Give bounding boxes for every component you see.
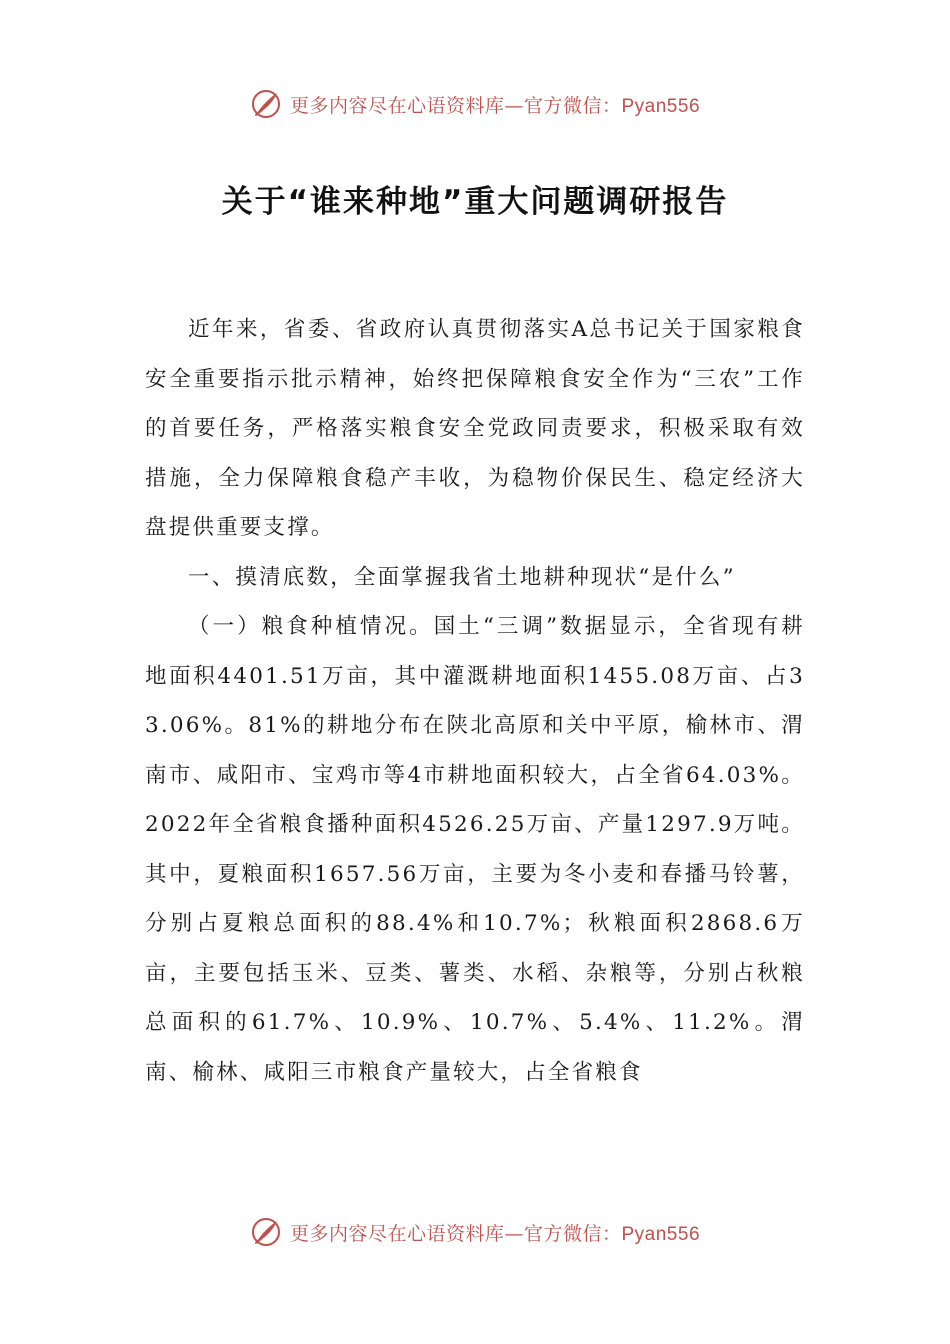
quill-pen-logo-icon xyxy=(250,88,282,120)
footer-watermark xyxy=(0,1212,950,1252)
watermark-wechat-id: Pyan556 xyxy=(621,1223,701,1245)
quill-pen-logo-icon xyxy=(250,1216,282,1248)
watermark-wechat-id: Pyan556 xyxy=(621,95,701,117)
watermark-text: 更多内容尽在心语资料库—官方微信： xyxy=(289,94,622,117)
watermark-text: 更多内容尽在心语资料库—官方微信： xyxy=(289,1222,622,1245)
paragraph-intro: 近年来，省委、省政府认真贯彻落实A总书记关于国家粮食安全重要指示批示精神，始终把保障粮食安全作为“三农”工作的首要任务，严格落实粮食安全党政同责要求，积极采取有效措施，全力保障粮食稳产丰收，为稳物价保民生、稳定经济大盘提供重要支撑。 xyxy=(145,317,805,540)
document-title: 关于“谁来种地”重大问题调研报告 xyxy=(221,184,729,220)
document-body xyxy=(145,305,805,1097)
header-watermark xyxy=(0,84,950,124)
paragraph-grain-planting: （一）粮食种植情况。国土“三调”数据显示，全省现有耕地面积4401.51万亩，其中灌溉耕地面积1455.08万亩、占33.06%。81%的耕地分布在陕北高原和关中平原，榆林市、渭南市、咸阳市、宝鸡市等4市耕地面积较大，占全省64.03%。2022年全省粮食播种面积4526.25万亩、产量1297.9万吨。其中，夏粮面积1657.56万亩，主要为冬小麦和春播马铃薯，分别占夏粮总面积的88.4%和10.7%；秋粮面积2868.6万亩，主要包括玉米、豆类、薯类、水稻、杂粮等，分别占秋粮总面积的61.7%、10.9%、10.7%、5.4%、11.2%。渭南、榆林、咸阳三市粮食产量较大，占全省粮食 xyxy=(145,614,805,1085)
section-heading-1: 一、摸清底数，全面掌握我省土地耕种现状“是什么” xyxy=(188,564,736,590)
